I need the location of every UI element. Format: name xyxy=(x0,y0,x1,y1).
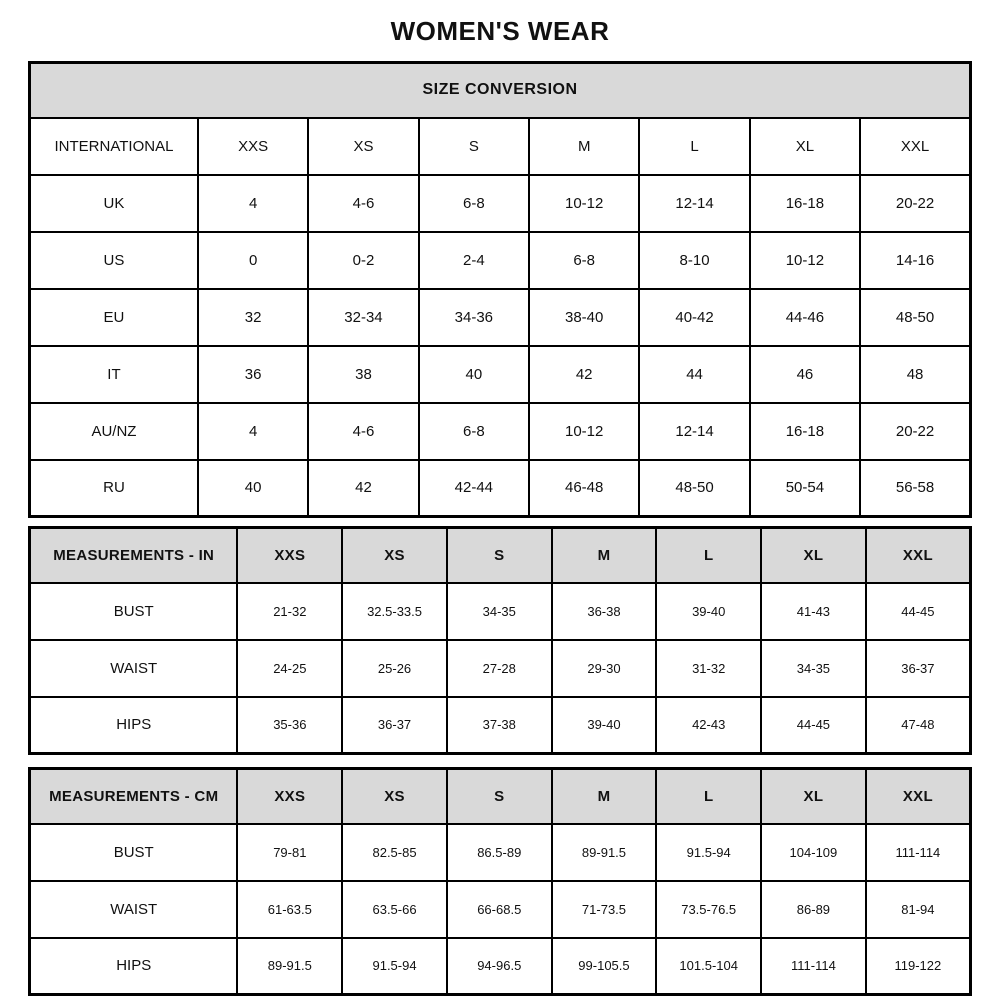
cell-value: 0-2 xyxy=(308,232,418,289)
measurements-cm-table xyxy=(28,767,972,996)
column-header-xxl: XXL xyxy=(866,769,971,824)
column-header-s: S xyxy=(447,769,552,824)
table-row xyxy=(30,640,971,697)
cell-value: 20-22 xyxy=(860,403,970,460)
cell-value: 91.5-94 xyxy=(342,938,447,995)
column-header-l: L xyxy=(656,528,761,583)
table-row xyxy=(30,175,971,232)
cell-value: 86.5-89 xyxy=(447,824,552,881)
cell-value: 44 xyxy=(639,346,749,403)
column-header-l: L xyxy=(639,118,749,175)
cell-value: 50-54 xyxy=(750,460,860,517)
cell-value: 36-37 xyxy=(866,640,971,697)
cell-value: 119-122 xyxy=(866,938,971,995)
row-label: BUST xyxy=(30,583,238,640)
table-row xyxy=(30,289,971,346)
column-header-m: M xyxy=(552,528,657,583)
row-label: WAIST xyxy=(30,881,238,938)
cell-value: 36-37 xyxy=(342,697,447,754)
cell-value: 12-14 xyxy=(639,175,749,232)
cell-value: 24-25 xyxy=(237,640,342,697)
cell-value: 104-109 xyxy=(761,824,866,881)
cell-value: 21-32 xyxy=(237,583,342,640)
row-label: HIPS xyxy=(30,697,238,754)
table-row xyxy=(30,881,971,938)
cell-value: 47-48 xyxy=(866,697,971,754)
cell-value: 6-8 xyxy=(529,232,639,289)
cell-value: 94-96.5 xyxy=(447,938,552,995)
cell-value: 42-43 xyxy=(656,697,761,754)
column-header-xxl: XXL xyxy=(866,528,971,583)
cell-value: 81-94 xyxy=(866,881,971,938)
cell-value: 39-40 xyxy=(656,583,761,640)
column-header-s: S xyxy=(447,528,552,583)
cell-value: 38-40 xyxy=(529,289,639,346)
cell-value: 73.5-76.5 xyxy=(656,881,761,938)
column-header-xl: XL xyxy=(750,118,860,175)
table-row xyxy=(30,460,971,517)
cell-value: 82.5-85 xyxy=(342,824,447,881)
cell-value: 101.5-104 xyxy=(656,938,761,995)
row-label: WAIST xyxy=(30,640,238,697)
cell-value: 38 xyxy=(308,346,418,403)
cell-value: 66-68.5 xyxy=(447,881,552,938)
cell-value: 86-89 xyxy=(761,881,866,938)
cell-value: 36 xyxy=(198,346,308,403)
column-header-m: M xyxy=(552,769,657,824)
cell-value: 40-42 xyxy=(639,289,749,346)
row-label: IT xyxy=(30,346,198,403)
size-conversion-label-header: INTERNATIONAL xyxy=(30,118,198,175)
column-header-xxs: XXS xyxy=(237,769,342,824)
cell-value: 29-30 xyxy=(552,640,657,697)
table-row xyxy=(30,824,971,881)
page-title: WOMEN'S WEAR xyxy=(390,16,610,46)
cell-value: 25-26 xyxy=(342,640,447,697)
cell-value: 14-16 xyxy=(860,232,970,289)
cell-value: 6-8 xyxy=(419,175,529,232)
cell-value: 12-14 xyxy=(639,403,749,460)
cell-value: 89-91.5 xyxy=(552,824,657,881)
cell-value: 89-91.5 xyxy=(237,938,342,995)
cell-value: 61-63.5 xyxy=(237,881,342,938)
cell-value: 4-6 xyxy=(308,403,418,460)
table-row xyxy=(30,697,971,754)
column-header-l: L xyxy=(656,769,761,824)
row-label: RU xyxy=(30,460,198,517)
measurements-in-label-header: MEASUREMENTS - IN xyxy=(30,528,238,583)
cell-value: 48-50 xyxy=(639,460,749,517)
row-label: AU/NZ xyxy=(30,403,198,460)
cell-value: 42-44 xyxy=(419,460,529,517)
cell-value: 0 xyxy=(198,232,308,289)
cell-value: 34-35 xyxy=(447,583,552,640)
cell-value: 10-12 xyxy=(529,175,639,232)
cell-value: 16-18 xyxy=(750,175,860,232)
cell-value: 40 xyxy=(198,460,308,517)
row-label: EU xyxy=(30,289,198,346)
column-header-xl: XL xyxy=(761,769,866,824)
row-label: BUST xyxy=(30,824,238,881)
measurements-in-table xyxy=(28,526,972,755)
column-header-s: S xyxy=(419,118,529,175)
cell-value: 41-43 xyxy=(761,583,866,640)
cell-value: 8-10 xyxy=(639,232,749,289)
cell-value: 79-81 xyxy=(237,824,342,881)
cell-value: 20-22 xyxy=(860,175,970,232)
cell-value: 4 xyxy=(198,403,308,460)
cell-value: 4 xyxy=(198,175,308,232)
column-header-xs: XS xyxy=(342,528,447,583)
cell-value: 111-114 xyxy=(866,824,971,881)
cell-value: 42 xyxy=(529,346,639,403)
row-label: HIPS xyxy=(30,938,238,995)
cell-value: 48 xyxy=(860,346,970,403)
size-conversion-table xyxy=(28,61,972,518)
column-header-xxl: XXL xyxy=(860,118,970,175)
cell-value: 35-36 xyxy=(237,697,342,754)
table-row xyxy=(30,403,971,460)
row-label: UK xyxy=(30,175,198,232)
cell-value: 10-12 xyxy=(750,232,860,289)
table-row xyxy=(30,346,971,403)
cell-value: 46-48 xyxy=(529,460,639,517)
table-row xyxy=(30,232,971,289)
cell-value: 31-32 xyxy=(656,640,761,697)
cell-value: 4-6 xyxy=(308,175,418,232)
cell-value: 37-38 xyxy=(447,697,552,754)
size-conversion-banner: SIZE CONVERSION xyxy=(30,63,971,118)
column-header-xxs: XXS xyxy=(198,118,308,175)
cell-value: 46 xyxy=(750,346,860,403)
cell-value: 44-46 xyxy=(750,289,860,346)
cell-value: 34-36 xyxy=(419,289,529,346)
measurements-in-header-row xyxy=(30,528,971,583)
column-header-xxs: XXS xyxy=(237,528,342,583)
cell-value: 34-35 xyxy=(761,640,866,697)
cell-value: 6-8 xyxy=(419,403,529,460)
row-label: US xyxy=(30,232,198,289)
cell-value: 42 xyxy=(308,460,418,517)
cell-value: 39-40 xyxy=(552,697,657,754)
cell-value: 99-105.5 xyxy=(552,938,657,995)
measurements-cm-label-header: MEASUREMENTS - CM xyxy=(30,769,238,824)
table-row xyxy=(30,583,971,640)
cell-value: 56-58 xyxy=(860,460,970,517)
column-header-m: M xyxy=(529,118,639,175)
cell-value: 27-28 xyxy=(447,640,552,697)
column-header-xs: XS xyxy=(308,118,418,175)
cell-value: 44-45 xyxy=(866,583,971,640)
cell-value: 48-50 xyxy=(860,289,970,346)
cell-value: 111-114 xyxy=(761,938,866,995)
size-conversion-banner-row xyxy=(30,63,971,118)
size-conversion-header-row xyxy=(30,118,971,175)
cell-value: 63.5-66 xyxy=(342,881,447,938)
cell-value: 40 xyxy=(419,346,529,403)
cell-value: 2-4 xyxy=(419,232,529,289)
cell-value: 10-12 xyxy=(529,403,639,460)
cell-value: 32-34 xyxy=(308,289,418,346)
table-row xyxy=(30,938,971,995)
column-header-xs: XS xyxy=(342,769,447,824)
cell-value: 16-18 xyxy=(750,403,860,460)
cell-value: 71-73.5 xyxy=(552,881,657,938)
column-header-xl: XL xyxy=(761,528,866,583)
cell-value: 44-45 xyxy=(761,697,866,754)
cell-value: 32.5-33.5 xyxy=(342,583,447,640)
cell-value: 36-38 xyxy=(552,583,657,640)
cell-value: 32 xyxy=(198,289,308,346)
cell-value: 91.5-94 xyxy=(656,824,761,881)
measurements-cm-header-row xyxy=(30,769,971,824)
